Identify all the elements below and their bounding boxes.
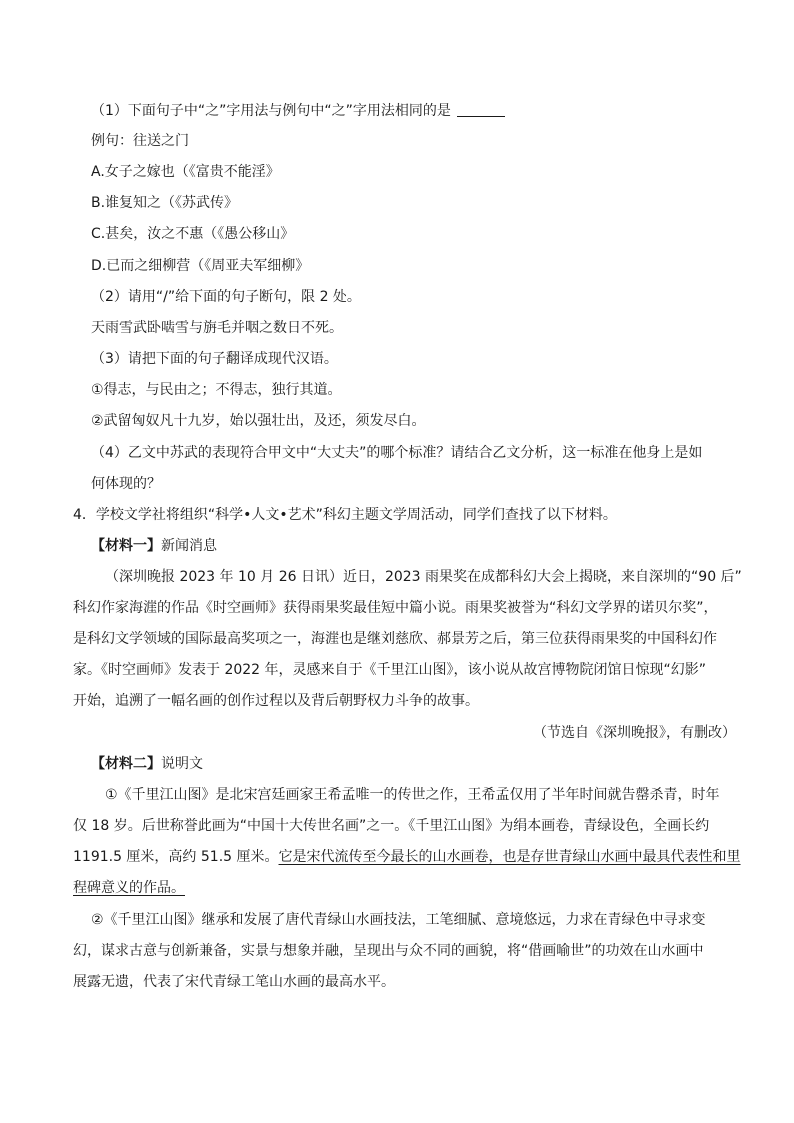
material-2-label: 【材料二】 <box>91 756 161 772</box>
material-1-line-4: 家。《时空画师》发表于 2022 年，灵感来自于《千里江山图》，该小说从故宫博物院闭馆日惊现“幻影” <box>73 662 707 678</box>
material-1-line-1: （深圳晚报 2023 年 10 月 26 日讯）近日，2023 雨果奖在成都科幻大会上揭晓，来自深圳的“90 后” <box>105 569 742 585</box>
q3-option-c: C.甚矣，汝之不惠（《愚公移山》 <box>91 226 295 242</box>
q3-option-a: A.女子之嫁也（《富贵不能淫》 <box>91 164 280 180</box>
material-1-label: 【材料一】 <box>91 538 161 554</box>
material-1-line-2: 科幻作家海漄的作品《时空画师》获得雨果奖最佳短中篇小说。雨果奖被誉为“科幻文学界的诺贝尔奖”， <box>73 600 718 616</box>
q3-option-b: B.谁复知之（《苏武传》 <box>91 195 239 211</box>
material-1-line-3: 是科幻文学领域的国际最高奖项之一，海漄也是继刘慈欣、郝景芳之后，第三位获得雨果奖的中国科幻作 <box>73 631 717 647</box>
material-1-line-5: 开始，追溯了一幅名画的创作过程以及背后朝野权力斗争的故事。 <box>73 693 479 709</box>
q3-sub3-item-2: ②武留匈奴凡十九岁，始以强壮出，及还，须发尽白。 <box>91 413 426 429</box>
q3-sub2-stem: （2）请用“/”给下面的句子断句，限 2 处。 <box>91 289 361 305</box>
q3-sub3-item-1: ①得志，与民由之；不得志，独行其道。 <box>91 382 342 398</box>
material-2-p2-line-2: 幻，谋求古意与创新兼备，实景与想象并融，呈现出与众不同的画貌，将“借画喻世”的功效在山水画中 <box>73 943 704 959</box>
material-2-p2-line-1: ②《千里江山图》继承和发展了唐代青绿山水画技法，工笔细腻、意境悠远，力求在青绿色中寻求变 <box>91 912 706 928</box>
q3-sub1-example: 例句：往送之门 <box>91 133 189 149</box>
material-2-p2-line-3: 展露无遗，代表了宋代青绿工笔山水画的最高水平。 <box>73 974 395 990</box>
material-2-p1-line-1: ①《千里江山图》是北宋宫廷画家王希孟唯一的传世之作，王希孟仅用了半年时间就告罄杀青，时年 <box>105 787 720 803</box>
q3-sub4-line-1: （4）乙文中苏武的表现符合甲文中“大丈夫”的哪个标准？请结合乙文分析，这一标准在他身上是如 <box>91 445 703 461</box>
material-2-kind: 说明文 <box>161 756 203 772</box>
material-1-source: （节选自《深圳晚报》，有删改） <box>533 725 736 741</box>
material-2-p1-line-3: 1191.5 厘米，高约 51.5 厘米。它是宋代流传至今最长的山水画卷，也是存世青绿山水画中最具代表性和里 <box>73 849 741 865</box>
q3-sub2-sentence: 天雨雪武卧啮雪与旃毛并咽之数日不死。 <box>91 320 343 336</box>
material-2-p1-line-2: 仅 18 岁。后世称誉此画为“中国十大传世名画”之一。《千里江山图》为绢本画卷，青绿设色，全画长约 <box>73 818 710 834</box>
material-1-heading <box>91 536 217 556</box>
q3-sub4-line-2: 何体现的？ <box>91 476 161 492</box>
answer-blank <box>457 102 505 117</box>
material-2-p1-line-4 <box>73 878 185 898</box>
q4-intro: 4．学校文学社将组织“科学•人文•艺术”科幻主题文学周活动，同学们查找了以下材料。 <box>73 507 617 523</box>
q3-sub3-stem: （3）请把下面的句子翻译成现代汉语。 <box>91 351 338 367</box>
q3-option-d: D.已而之细柳营（《周亚夫军细柳》 <box>91 258 310 274</box>
material-1-kind: 新闻消息 <box>161 538 217 554</box>
q3-sub1-stem: （1）下面句子中“之”字用法与例句中“之”字用法相同的是 <box>91 101 505 121</box>
material-2-heading <box>91 754 203 774</box>
underlined-sentence-part-2: 程碑意义的作品。 <box>73 880 185 896</box>
underlined-sentence-part-1: 它是宋代流传至今最长的山水画卷，也是存世青绿山水画中最具代表性和里 <box>278 849 741 865</box>
